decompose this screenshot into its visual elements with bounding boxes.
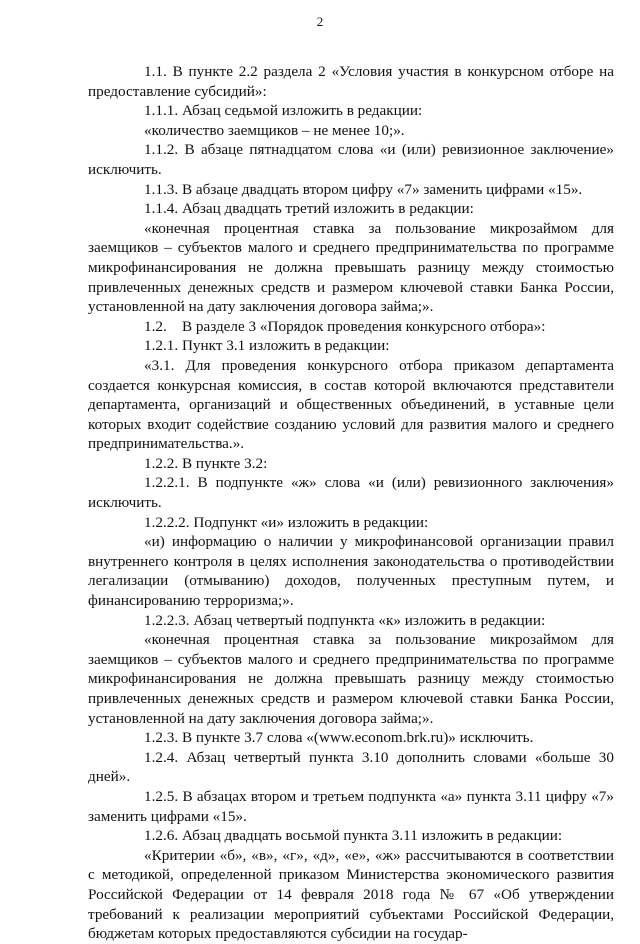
- paragraph-1-2-1: 1.2.1. Пункт 3.1 изложить в редакции:: [144, 337, 390, 355]
- paragraph-1-1-2: 1.1.2. В абзаце пятнадцатом слова «и (или) ревизионное заключение» исключить.: [88, 141, 614, 178]
- paragraph-1-2-5: 1.2.5. В абзацах втором и третьем подпункта «а» пункта 3.11 цифру «7» заменить цифрами «15».: [88, 787, 614, 825]
- paragraph-1-2-2-3: 1.2.2.3. Абзац четвертый подпункта «к» изложить в редакции:: [144, 611, 546, 629]
- paragraph-1-1: 1.1. В пункте 2.2 раздела 2 «Условия участия в конкурсном отборе на предоставление субсидий»:: [88, 63, 614, 100]
- quote-interest-rate-2: «конечная процентная ставка за пользование микрозаймом для заемщиков – субъектов малого и среднего предпринимательства по программе микрофинансирования не должна превышать разницу между стоимостью привлеченных денежных средств и размером ключевой ставки Банка России, установленной на дату заключения договора займа;».: [88, 631, 614, 727]
- paragraph-1-1-3: 1.1.3. В абзаце двадцать втором цифру «7» заменить цифрами «15».: [144, 180, 583, 198]
- paragraph-1-2-3: 1.2.3. В пункте 3.7 слова «(www.econom.brk.ru)» исключить.: [144, 729, 534, 747]
- paragraph-1-2-2-2: 1.2.2.2. Подпункт «и» изложить в редакции:: [144, 513, 429, 531]
- paragraph-1-2-2: 1.2.2. В пункте 3.2:: [144, 454, 268, 472]
- paragraph-1-2: 1.2. В разделе 3 «Порядок проведения конкурсного отбора»:: [144, 317, 546, 335]
- paragraph-1-2-4: 1.2.4. Абзац четвертый пункта 3.10 дополнить словами «больше 30 дней».: [88, 748, 614, 786]
- quote-commission: «3.1. Для проведения конкурсного отбора приказом департамента создается конкурсная комиссия, в состав которой включаются представители департамента, организаций и общественных объединений, в уставные цели которых входит содействие созданию условий для развития малого и среднего предпринимательства.».: [88, 356, 614, 453]
- quote-criteria: «Критерии «б», «в», «г», «д», «е», «ж» рассчитываются в соответствии с методикой, определенной приказом Министерства экономического развития Российской Федерации от 14 февраля 2018 года № 67 «Об утверждении требований к реализации мероприятий субъектами Российской Федерации, бюджетам которых предоставляются субсидии на государ-: [88, 846, 614, 943]
- paragraph-1-2-2-1: 1.2.2.1. В подпункте «ж» слова «и (или) ревизионного заключения» исключить.: [88, 474, 614, 512]
- document-body: [88, 62, 614, 944]
- page-number: 2: [316, 14, 324, 29]
- paragraph-1-1-1: 1.1.1. Абзац седьмой изложить в редакции:: [144, 102, 423, 120]
- quote-internal-control: «и) информацию о наличии у микрофинансовой организации правил внутреннего контроля в целях исполнения законодательства о противодействии легализации (отмыванию) доходов, полученных преступным путем, и финансированию терроризма;».: [88, 533, 614, 610]
- paragraph-1-2-6: 1.2.6. Абзац двадцать восьмой пункта 3.11 изложить в редакции:: [144, 827, 563, 845]
- paragraph-1-1-4: 1.1.4. Абзац двадцать третий изложить в редакции:: [144, 200, 474, 218]
- quote-borrowers-count: «количество заемщиков – не менее 10;».: [144, 121, 405, 139]
- quote-interest-rate-1: «конечная процентная ставка за пользование микрозаймом для заемщиков – субъектов малого и среднего предпринимательства по программе микрофинансирования не должна превышать разницу между стоимостью привлеченных денежных средств и размером ключевой ставки Банка России, установленной на дату заключения договора займа;».: [88, 219, 614, 316]
